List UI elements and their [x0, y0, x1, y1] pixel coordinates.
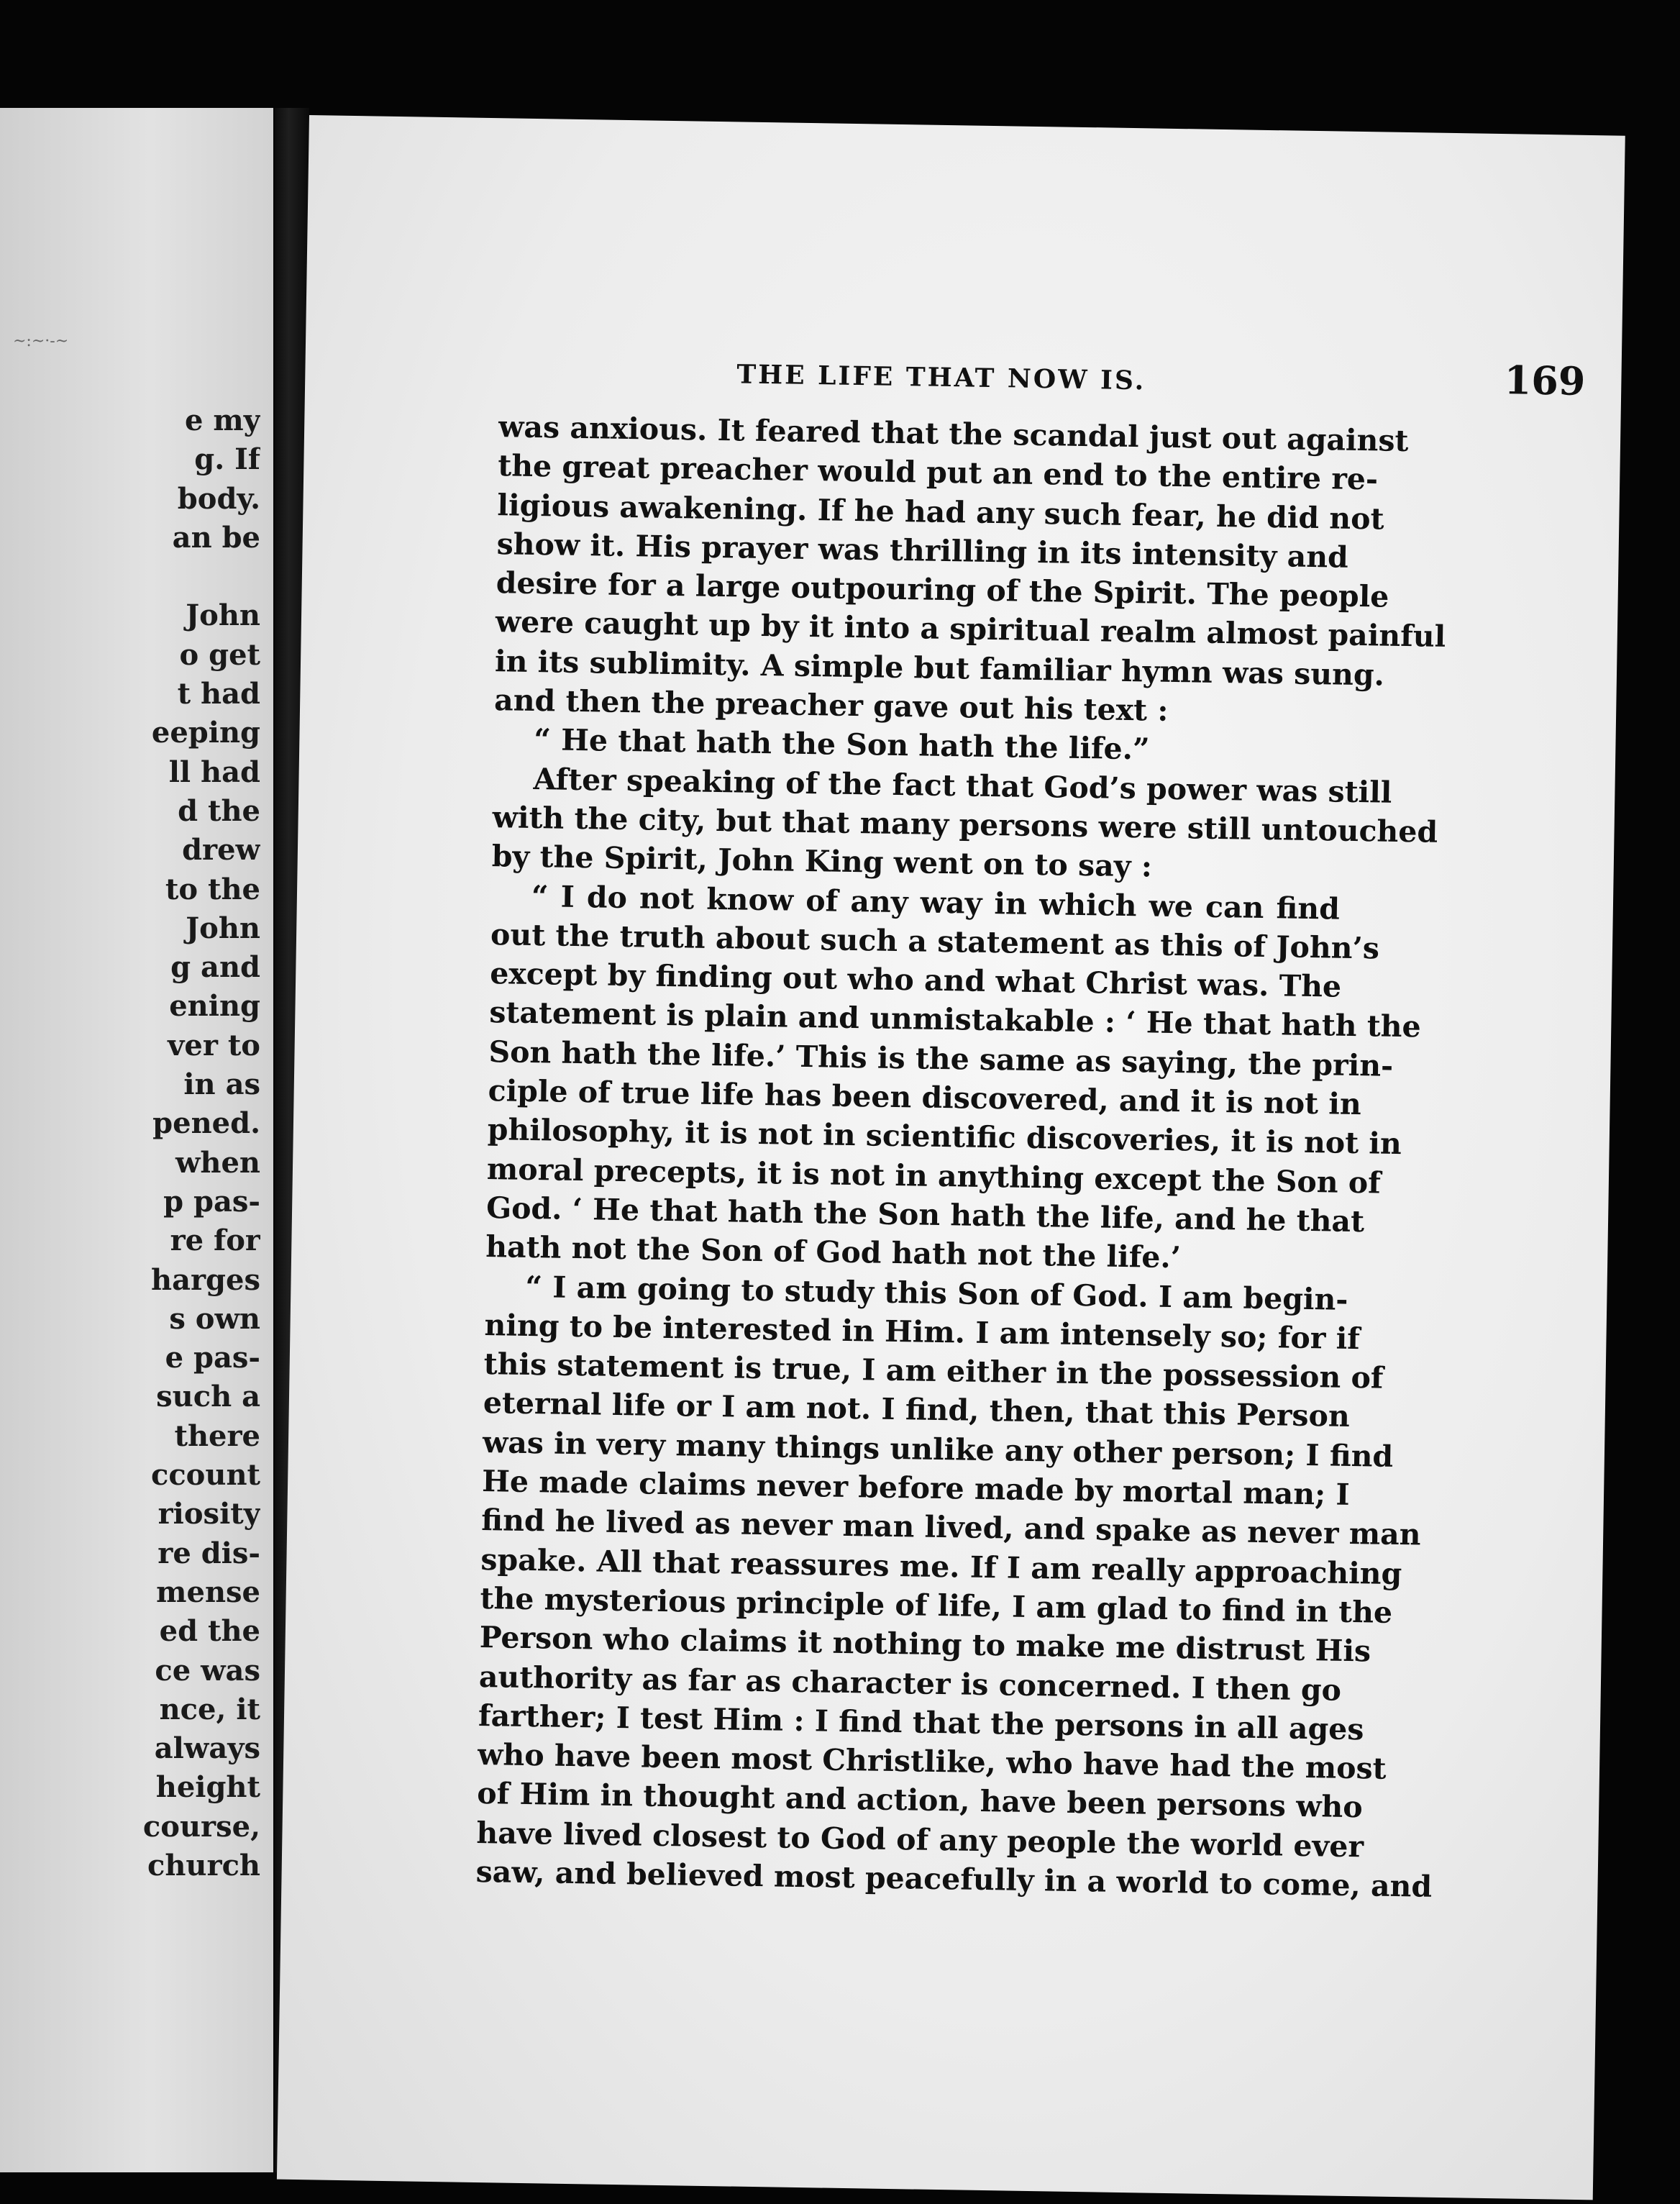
- text-line: moral precepts, it is not in anything except the Son of: [486, 1151, 1382, 1201]
- left-page-line: John: [186, 911, 260, 945]
- left-page-line: riosity: [158, 1497, 260, 1531]
- left-page-line: nce, it: [159, 1692, 260, 1726]
- left-page-line: church: [147, 1848, 260, 1882]
- text-line: in its sublimity. A simple but familiar hymn was sung.: [494, 643, 1385, 693]
- text-line: After speaking of the fact that God’s power was still: [533, 761, 1392, 810]
- left-page-line: such a: [156, 1380, 260, 1414]
- left-page-line: p pas-: [163, 1184, 260, 1219]
- text-line: ciple of true life has been discovered, and it is not in: [488, 1073, 1362, 1122]
- text-line: hath not the Son of God hath not the life.’: [485, 1229, 1182, 1275]
- running-title: THE LIFE THAT NOW IS.: [736, 359, 1146, 396]
- left-page-line: course,: [142, 1809, 260, 1844]
- left-page-line: an be: [172, 520, 260, 555]
- previous-page-fragment: [0, 108, 273, 2172]
- left-page-line: e pas-: [165, 1341, 260, 1375]
- text-line: except by finding out who and what Christ was. The: [489, 956, 1342, 1004]
- text-line: the great preacher would put an end to the entire re-: [497, 448, 1379, 497]
- text-line: God. ‘ He that hath the Son hath the life, and he that: [485, 1190, 1365, 1239]
- text-line: was anxious. It feared that the scandal just out against: [498, 409, 1409, 459]
- text-line: show it. His prayer was thrilling in its intensity and: [496, 527, 1349, 575]
- text-line: “ I am going to study this Son of God. I am begin-: [525, 1269, 1348, 1317]
- text-line: by the Spirit, John King went on to say :: [491, 839, 1153, 884]
- left-page-text: [0, 401, 260, 1885]
- running-head: [736, 345, 1586, 416]
- text-line: “ He that hath the Son hath the life.”: [534, 722, 1150, 767]
- text-line: farther; I test Him : I find that the persons in all ages: [478, 1698, 1364, 1747]
- text-line: Person who claims it nothing to make me distrust His: [479, 1620, 1371, 1669]
- left-page-line: in as: [183, 1067, 260, 1102]
- text-line: with the city, but that many persons were still untouched: [492, 800, 1438, 850]
- left-page-line: [0, 557, 260, 596]
- text-line: eternal life or I am not. I find, then, that this Person: [483, 1385, 1351, 1434]
- text-line: desire for a large outpouring of the Spirit. The people: [496, 565, 1389, 614]
- text-line: this statement is true, I am either in the possession of: [483, 1347, 1384, 1395]
- left-page-line: ed the: [159, 1614, 260, 1649]
- text-line: who have been most Christlike, who have had the most: [477, 1737, 1387, 1786]
- text-line: and then the preacher gave out his text :: [493, 683, 1169, 728]
- body-text: [475, 407, 1446, 1905]
- left-page-line: re for: [170, 1224, 260, 1258]
- left-page-line: ll had: [168, 755, 260, 789]
- text-line: of Him in thought and action, have been persons who: [477, 1776, 1364, 1825]
- left-page-line: height: [155, 1770, 260, 1805]
- text-line: Son hath the life.’ This is the same as saying, the prin-: [488, 1034, 1394, 1083]
- left-page-line: eeping: [151, 716, 260, 750]
- left-page-line: ening: [169, 989, 260, 1024]
- left-page-line: ver to: [168, 1028, 260, 1062]
- left-page-line: to the: [165, 872, 260, 906]
- text-line: “ I do not know of any way in which we can find: [531, 878, 1341, 926]
- text-line: find he lived as never man lived, and spake as never man: [480, 1503, 1421, 1552]
- left-page-line: when: [175, 1145, 260, 1180]
- left-page-line: d the: [178, 793, 260, 828]
- text-line: was in very many things unlike any other person; I find: [482, 1424, 1394, 1474]
- left-page-line: g. If: [194, 442, 260, 477]
- left-page-line: g and: [170, 950, 260, 985]
- left-page-line: mense: [156, 1575, 260, 1609]
- left-page-line: pened.: [152, 1106, 260, 1141]
- left-page-line: harges: [150, 1262, 260, 1297]
- left-page-line: John: [186, 598, 260, 633]
- text-line: saw, and believed most peacefully in a world to come, and: [475, 1854, 1433, 1904]
- left-page-line: ccount: [150, 1458, 260, 1493]
- text-line: were caught up by it into a spiritual realm almost painful: [495, 604, 1446, 655]
- text-line: ning to be interested in Him. I am intensely so; for if: [484, 1307, 1361, 1356]
- text-line: statement is plain and unmistakable : ‘ He that hath the: [489, 995, 1422, 1044]
- left-page-line: always: [154, 1731, 260, 1766]
- text-line: ligious awakening. If he had any such fear, he did not: [497, 487, 1384, 537]
- left-page-line: e my: [185, 404, 260, 437]
- left-page-line: drew: [182, 833, 260, 868]
- left-page-line: t had: [177, 677, 260, 711]
- text-line: philosophy, it is not in scientific discoveries, it is not in: [487, 1112, 1402, 1162]
- text-line: spake. All that reassures me. If I am really approaching: [480, 1542, 1402, 1591]
- left-page-line: body.: [177, 481, 260, 516]
- left-page-line: ce was: [155, 1653, 260, 1688]
- left-page-mark: ~:~·-~: [13, 332, 69, 350]
- text-line: authority as far as character is concerned. I then go: [478, 1659, 1342, 1708]
- text-line: have lived closest to God of any people the world ever: [476, 1815, 1364, 1864]
- text-line: out the truth about such a statement as this of John’s: [490, 916, 1380, 966]
- text-line: He made claims never before made by mortal man; I: [481, 1464, 1351, 1512]
- text-line: the mysterious principle of life, I am glad to find in the: [480, 1580, 1393, 1630]
- left-page-line: o get: [179, 637, 260, 672]
- left-page-line: re dis-: [158, 1536, 260, 1570]
- page: [277, 115, 1625, 2200]
- left-page-line: there: [174, 1419, 260, 1453]
- page-number: 169: [1504, 357, 1586, 404]
- left-page-line: s own: [169, 1301, 260, 1336]
